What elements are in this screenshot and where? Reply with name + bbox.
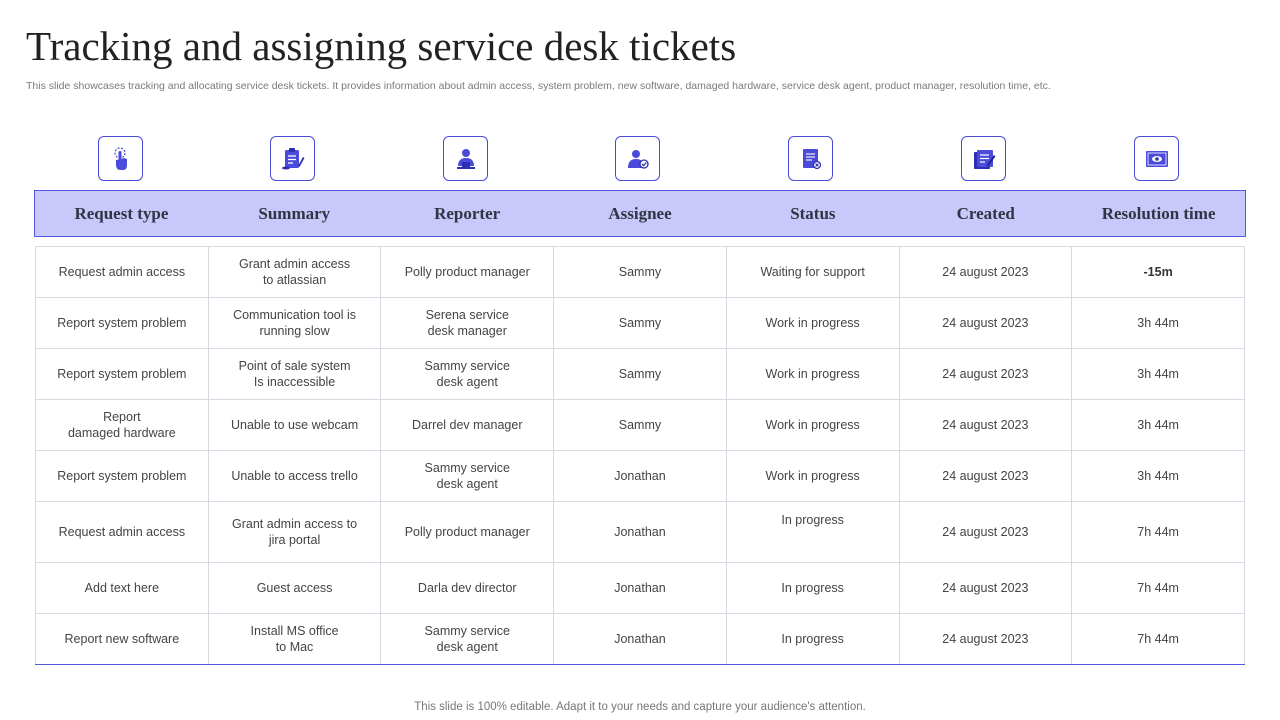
page-subtitle: This slide showcases tracking and allocating service desk tickets. It provides information about admin access, system problem, new software, damaged hardware, service desk agent, product manager, resolution time, etc. — [26, 80, 1051, 92]
request-type-cell: Report system problem — [36, 298, 209, 349]
resolution-time-cell: 3h 44m — [1072, 400, 1245, 451]
resolution-time-cell: 7h 44m — [1072, 563, 1245, 614]
assignee-cell: Sammy — [554, 400, 727, 451]
created-cell: 24 august 2023 — [899, 247, 1072, 298]
request-type-cell: Request admin access — [36, 247, 209, 298]
column-header: Assignee — [608, 203, 672, 223]
table-row — [36, 349, 1245, 400]
status-cell: In progress — [726, 614, 899, 665]
column-header: Status — [790, 203, 836, 223]
status-cell: Work in progress — [726, 298, 899, 349]
resolution-time-cell: 7h 44m — [1072, 502, 1245, 563]
request-type-cell: Report system problem — [36, 451, 209, 502]
table-row — [36, 502, 1245, 563]
summary-cell: Grant admin access to jira portal — [208, 502, 381, 563]
column-header: Resolution time — [1101, 203, 1216, 223]
created-cell: 24 august 2023 — [899, 400, 1072, 451]
table-header — [34, 190, 1246, 237]
table-row — [36, 563, 1245, 614]
resolution-time-cell: 3h 44m — [1072, 298, 1245, 349]
tickets-table — [35, 246, 1245, 665]
request-type-cell: Report system problem — [36, 349, 209, 400]
reporter-cell: Polly product manager — [381, 247, 554, 298]
status-cell: Work in progress — [726, 349, 899, 400]
created-cell: 24 august 2023 — [899, 502, 1072, 563]
summary-cell: Install MS office to Mac — [208, 614, 381, 665]
assignee-cell: Jonathan — [554, 451, 727, 502]
touch-icon — [98, 136, 143, 181]
summary-cell: Unable to access trello — [208, 451, 381, 502]
assignee-cell: Jonathan — [554, 502, 727, 563]
created-cell: 24 august 2023 — [899, 349, 1072, 400]
resolution-time-cell: 3h 44m — [1072, 451, 1245, 502]
table-row — [36, 247, 1245, 298]
resolution-time-cell: 3h 44m — [1072, 349, 1245, 400]
summary-cell: Point of sale system Is inaccessible — [208, 349, 381, 400]
clipboard-icon — [270, 136, 315, 181]
reporter-cell: Sammy service desk agent — [381, 349, 554, 400]
page-title: Tracking and assigning service desk tickets — [26, 23, 737, 69]
column-header: Reporter — [434, 203, 501, 223]
status-cell: In progress — [726, 563, 899, 614]
summary-cell: Unable to use webcam — [208, 400, 381, 451]
summary-cell: Communication tool is running slow — [208, 298, 381, 349]
resolution-time-cell: -15m — [1072, 247, 1245, 298]
column-header: Summary — [258, 203, 331, 223]
reporter-cell: Darla dev director — [381, 563, 554, 614]
reporter-cell: Sammy service desk agent — [381, 614, 554, 665]
table-row — [36, 451, 1245, 502]
request-type-cell: Add text here — [36, 563, 209, 614]
document-icon — [788, 136, 833, 181]
created-cell: 24 august 2023 — [899, 563, 1072, 614]
assignee-cell: Jonathan — [554, 563, 727, 614]
reporter-cell: Sammy service desk agent — [381, 451, 554, 502]
monitor-icon — [1134, 136, 1179, 181]
assignee-cell: Jonathan — [554, 614, 727, 665]
status-cell: Work in progress — [726, 451, 899, 502]
table-row — [36, 298, 1245, 349]
request-type-cell: Request admin access — [36, 502, 209, 563]
created-cell: 24 august 2023 — [899, 298, 1072, 349]
table-row — [36, 400, 1245, 451]
assignee-icon — [615, 136, 660, 181]
reporter-cell: Darrel dev manager — [381, 400, 554, 451]
status-cell: Work in progress — [726, 400, 899, 451]
status-cell: In progress — [726, 502, 899, 563]
created-cell: 24 august 2023 — [899, 451, 1072, 502]
reporter-cell: Polly product manager — [381, 502, 554, 563]
table-row — [36, 614, 1245, 665]
reporter-icon — [443, 136, 488, 181]
request-type-cell: Report new software — [36, 614, 209, 665]
status-cell: Waiting for support — [726, 247, 899, 298]
footer-note: This slide is 100% editable. Adapt it to your needs and capture your audience's attention. — [414, 701, 866, 713]
request-type-cell: Report damaged hardware — [36, 400, 209, 451]
assignee-cell: Sammy — [554, 247, 727, 298]
edit-icon — [961, 136, 1006, 181]
summary-cell: Guest access — [208, 563, 381, 614]
assignee-cell: Sammy — [554, 349, 727, 400]
created-cell: 24 august 2023 — [899, 614, 1072, 665]
summary-cell: Grant admin access to atlassian — [208, 247, 381, 298]
assignee-cell: Sammy — [554, 298, 727, 349]
reporter-cell: Serena service desk manager — [381, 298, 554, 349]
resolution-time-cell: 7h 44m — [1072, 614, 1245, 665]
column-header: Request type — [74, 203, 169, 223]
column-header: Created — [956, 203, 1015, 223]
